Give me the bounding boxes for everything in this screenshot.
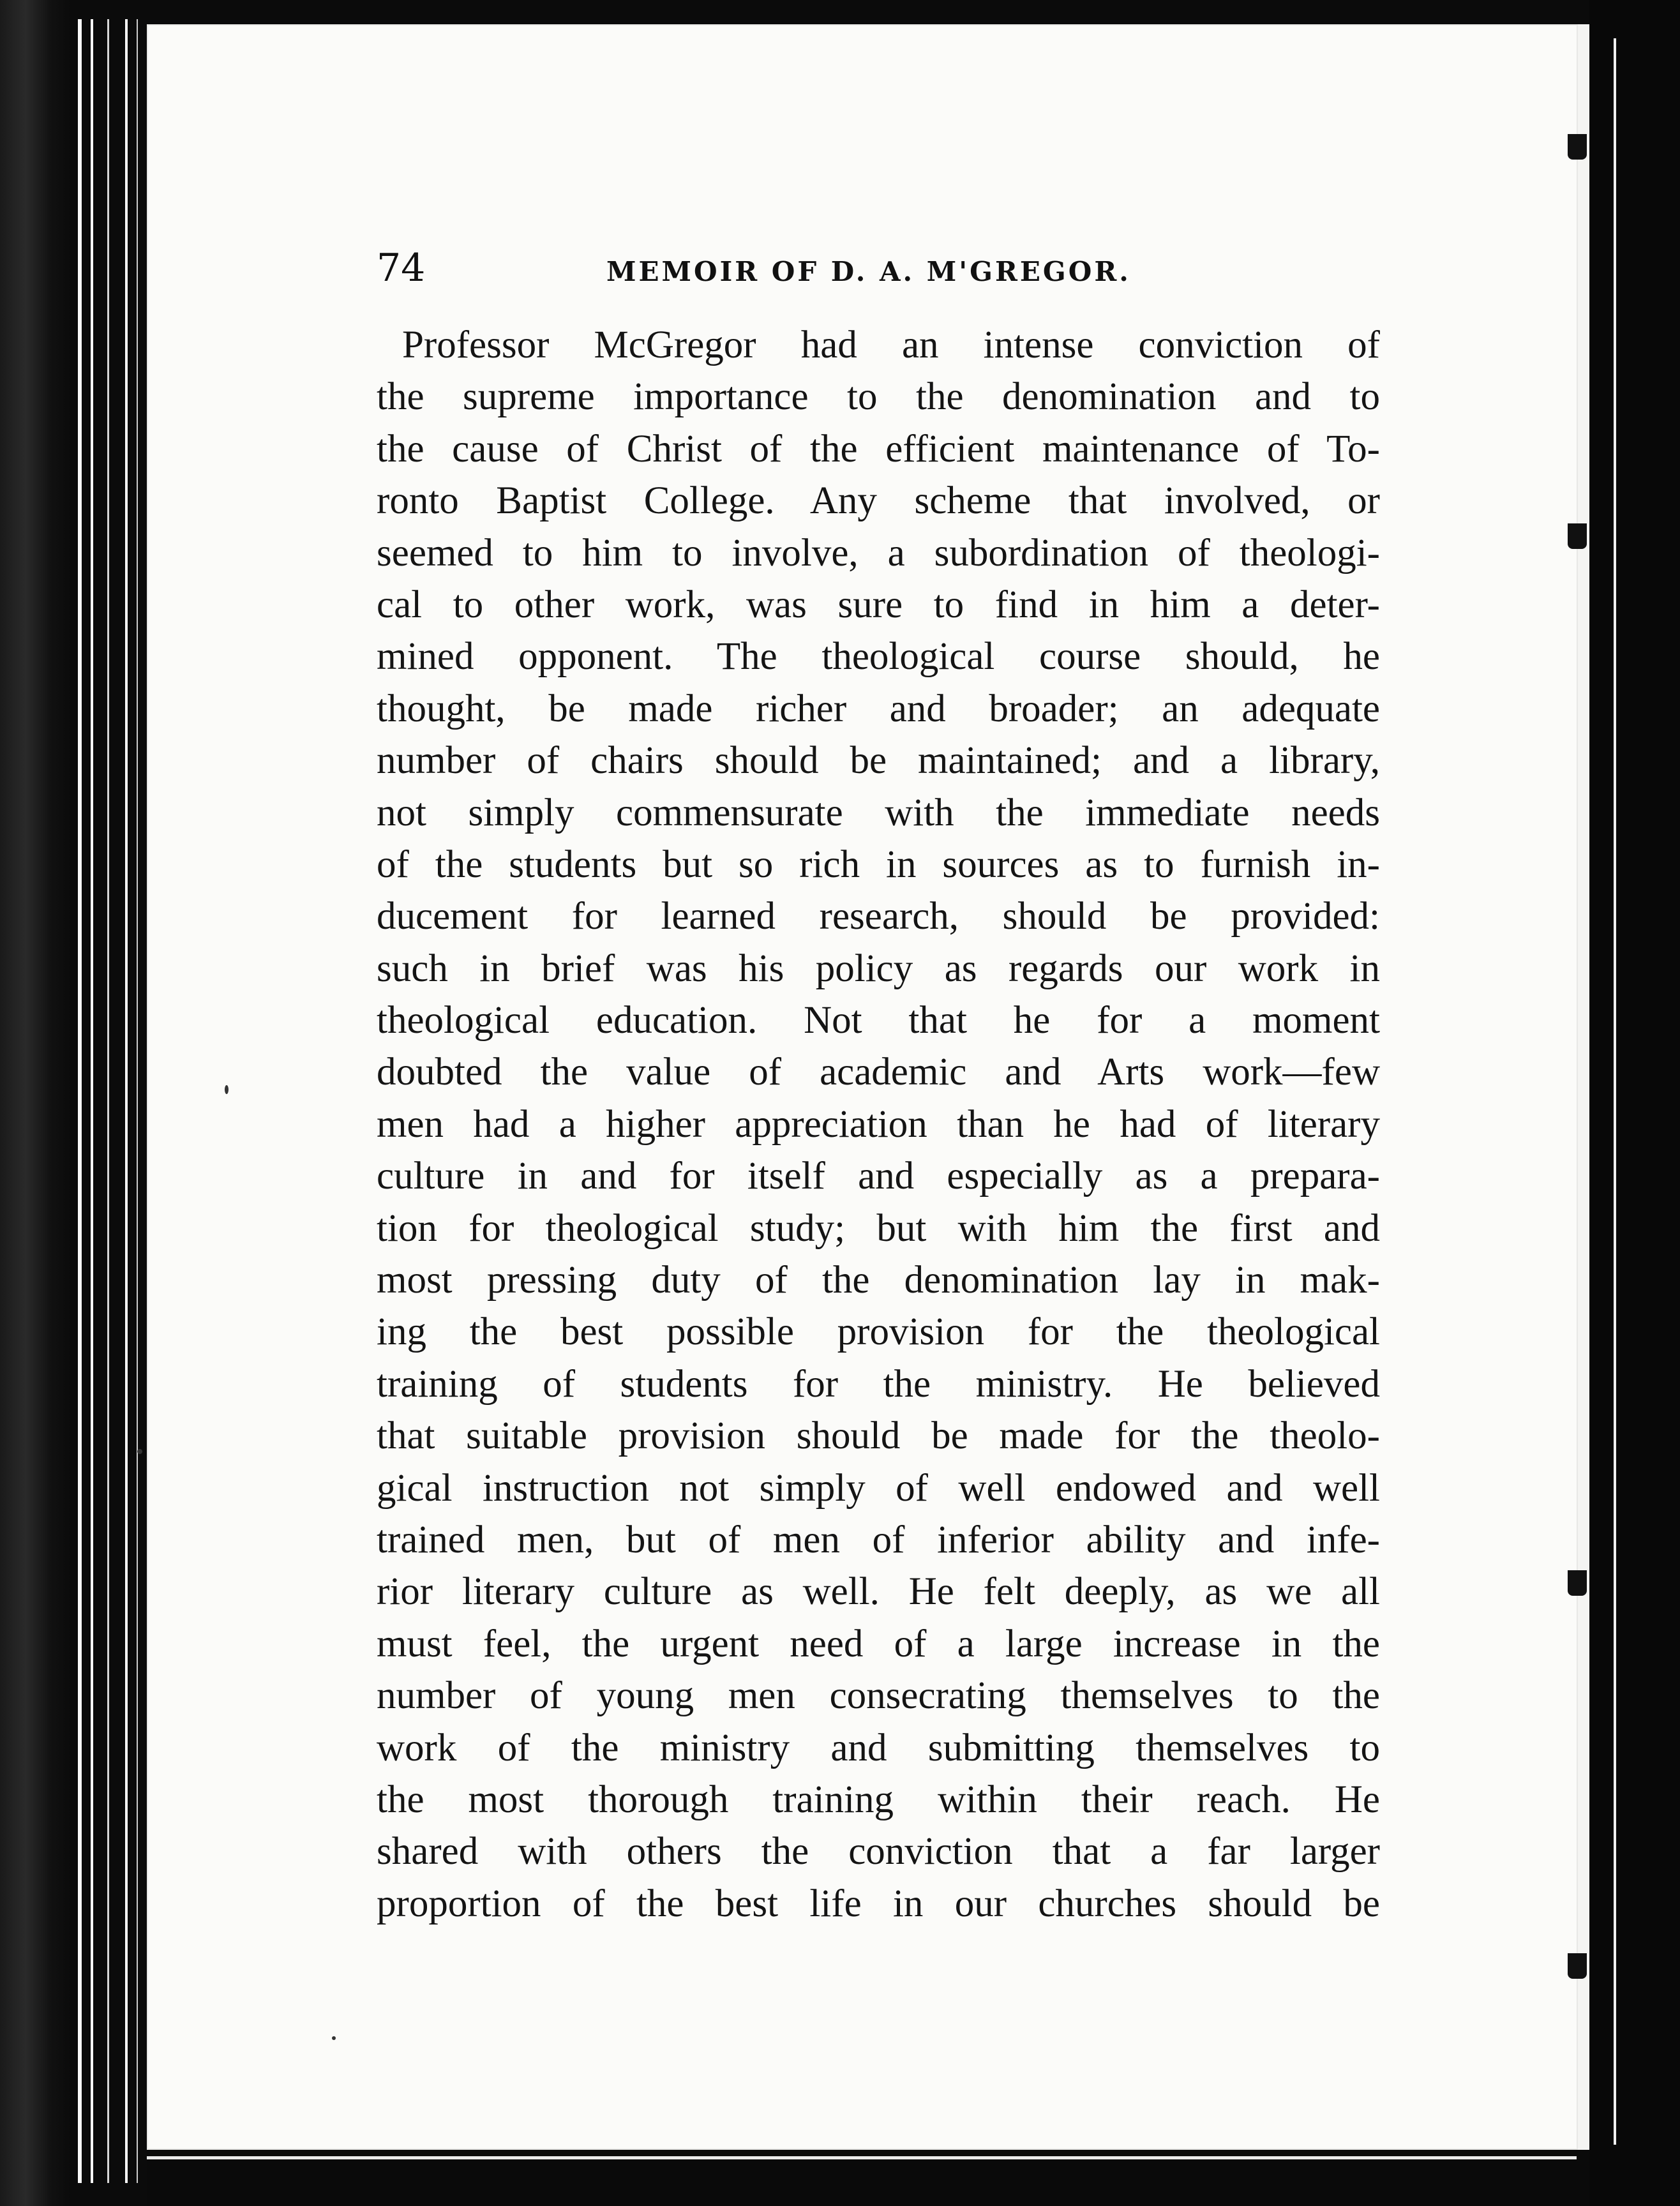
text-line: not simply commensurate with the immediate needs: [377, 791, 1380, 834]
running-head: MEMOIR OF D. A. M'GREGOR.: [606, 256, 1131, 287]
text-line: of the students but so rich in sources as to furnish in-: [377, 843, 1380, 886]
text-line: theological education. Not that he for a moment: [377, 999, 1380, 1042]
text-line: most pressing duty of the denomination lay in mak-: [377, 1259, 1380, 1302]
binding-rule: [137, 19, 138, 2183]
binding-notch: [1568, 1570, 1587, 1596]
text-line: training of students for the ministry. He believed: [377, 1362, 1380, 1406]
text-line: thought, be made richer and broader; an adequate: [377, 687, 1380, 730]
text-line: the cause of Christ of the efficient maintenance of To-: [377, 427, 1380, 470]
binding-rule: [125, 19, 128, 2183]
scan-speck: [225, 1085, 229, 1094]
text-line: proportion of the best life in our churches should be: [377, 1882, 1380, 1925]
text-line: culture in and for itself and especially as a prepara-: [377, 1155, 1380, 1198]
bottom-rule: [147, 2156, 1577, 2159]
binding-notch: [1568, 523, 1587, 549]
right-binding-strip: [1578, 24, 1589, 2150]
text-line: ing the best possible provision for the theological: [377, 1310, 1380, 1354]
page-number: 74: [377, 246, 426, 290]
text-line: that suitable provision should be made for the theolo-: [377, 1414, 1380, 1458]
scan-speck: [137, 1449, 142, 1454]
text-line: such in brief was his policy as regards our work in: [377, 947, 1380, 990]
text-line: the supreme importance to the denomination and to: [377, 375, 1380, 419]
text-line: Professor McGregor had an intense conviction of: [402, 324, 1380, 366]
text-line: seemed to him to involve, a subordination of theologi-: [377, 531, 1380, 574]
text-line: the most thorough training within their reach. He: [377, 1778, 1380, 1821]
text-line: ducement for learned research, should be provided:: [377, 895, 1380, 938]
text-line: ronto Baptist College. Any scheme that involved, or: [377, 479, 1380, 523]
binding-notch: [1568, 1953, 1587, 1979]
text-line: mined opponent. The theological course should, he: [377, 635, 1380, 679]
text-line: rior literary culture as well. He felt deeply, as we all: [377, 1570, 1380, 1614]
text-line: tion for theological study; but with him the first and: [377, 1206, 1380, 1250]
text-line: trained men, but of men of inferior ability and infe-: [377, 1518, 1380, 1561]
binding-rule: [78, 19, 82, 2183]
text-line: cal to other work, was sure to find in him a deter-: [377, 583, 1380, 626]
text-line: number of chairs should be maintained; and a library,: [377, 739, 1380, 783]
scan-left-edge: [0, 0, 70, 2206]
body-text: [377, 319, 1380, 1930]
text-line: men had a higher appreciation than he had of literary: [377, 1102, 1380, 1146]
scan-right-edge: [1589, 0, 1680, 2206]
text-line: gical instruction not simply of well endowed and well: [377, 1466, 1380, 1510]
binding-notch: [1568, 134, 1587, 160]
page-header: [377, 243, 1379, 294]
text-line: doubted the value of academic and Arts work—few: [377, 1051, 1380, 1094]
text-line: shared with others the conviction that a far larger: [377, 1830, 1380, 1873]
text-line: work of the ministry and submitting themselves to: [377, 1726, 1380, 1769]
text-line: must feel, the urgent need of a large increase in the: [377, 1622, 1380, 1665]
scan-speck: [332, 2036, 336, 2040]
text-line: number of young men consecrating themselves to the: [377, 1674, 1380, 1718]
binding-rule: [107, 19, 109, 2183]
right-edge-rule: [1614, 38, 1616, 2145]
binding-rule: [91, 19, 93, 2183]
